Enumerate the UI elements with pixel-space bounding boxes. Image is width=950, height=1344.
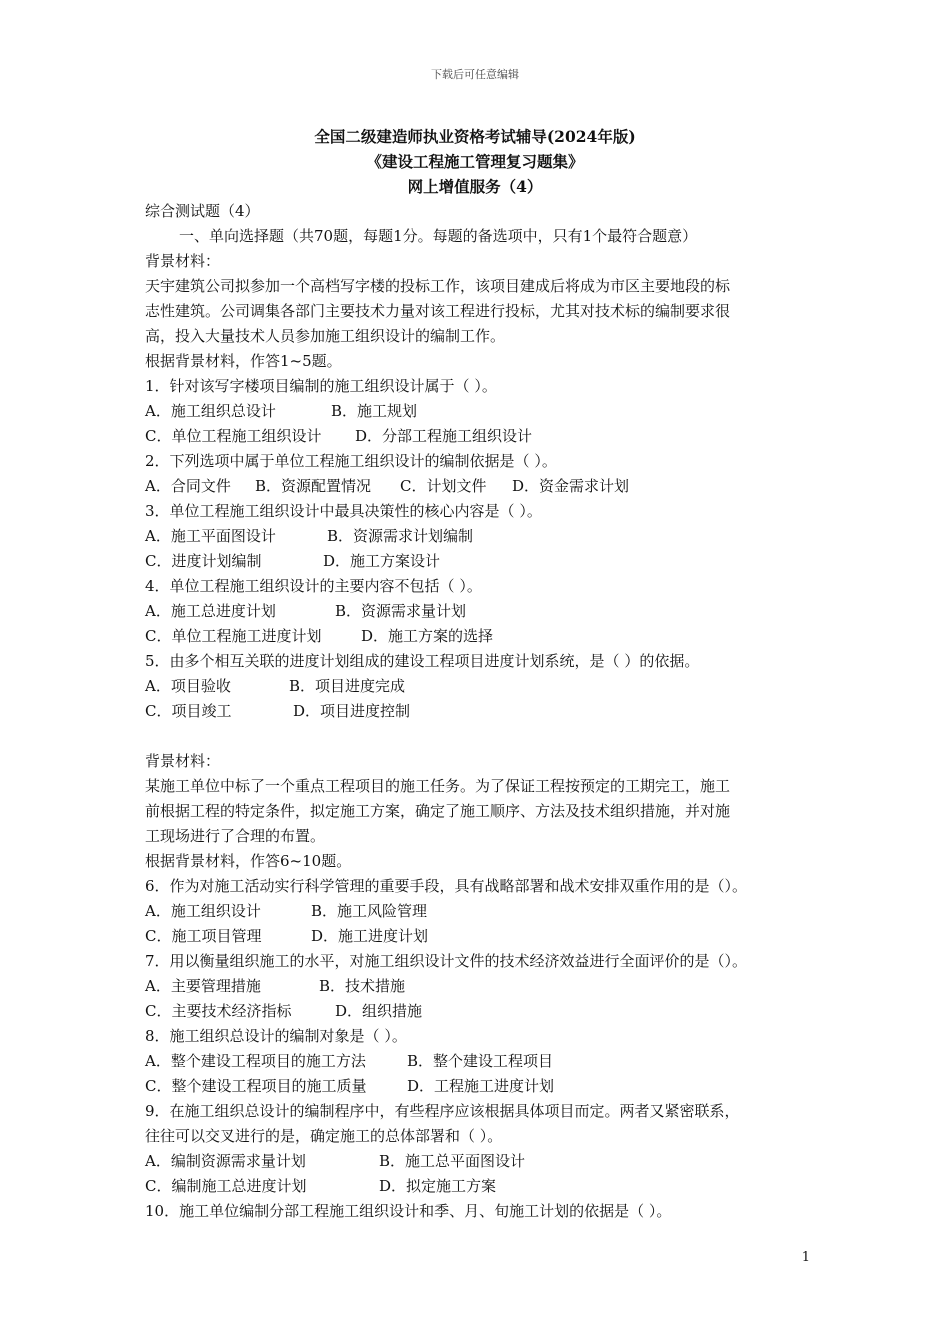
option-b: B．资源需求量计划: [335, 602, 467, 620]
option-c: C．进度计划编制: [145, 552, 262, 570]
option-b: B．施工总平面图设计: [379, 1152, 526, 1170]
instruction: 一、单向选择题（共70题，每题1分。每题的备选项中，只有1个最符合题意）: [179, 227, 698, 245]
options-row: [145, 924, 825, 949]
option-d: D．施工方案的选择: [361, 627, 494, 645]
option-a: A．施工总进度计划: [145, 602, 276, 620]
question-2: 2．下列选项中属于单位工程施工组织设计的编制依据是（ ）。: [145, 452, 557, 470]
question-4: 4．单位工程施工组织设计的主要内容不包括（ ）。: [145, 577, 482, 595]
question-9-continued: 往往可以交叉进行的是，确定施工的总体部署和（ ）。: [145, 1127, 503, 1145]
options-row: [145, 974, 825, 999]
question-7: 7．用以衡量组织施工的水平，对施工组织设计文件的技术经济效益进行全面评价的是（）。: [145, 952, 748, 970]
options-row: [145, 699, 825, 724]
option-a: A．施工平面图设计: [145, 527, 276, 545]
option-d: D．分部工程施工组织设计: [355, 427, 533, 445]
options-row: [145, 674, 825, 699]
page-header: 下载后可任意编辑: [431, 68, 519, 81]
title-line-1: 全国二级建造师执业资格考试辅导(2024年版): [314, 127, 636, 146]
option-c: C．编制施工总进度计划: [145, 1177, 307, 1195]
option-d: D．组织措施: [335, 1002, 423, 1020]
background-text: 高，投入大量技术人员参加施工组织设计的编制工作。: [145, 327, 506, 345]
option-c: C．单位工程施工组织设计: [145, 427, 322, 445]
document-title-block: [0, 124, 950, 199]
options-row: [145, 474, 825, 499]
option-b: B．资源需求计划编制: [327, 527, 474, 545]
background-text: 前根据工程的特定条件，拟定施工方案，确定了施工顺序、方法及技术组织措施，并对施: [145, 802, 731, 820]
options-row: [145, 1074, 825, 1099]
option-b: B．施工风险管理: [311, 902, 428, 920]
option-d: D．资金需求计划: [512, 477, 630, 495]
section-title: 综合测试题（4）: [145, 202, 260, 220]
options-row: [145, 399, 825, 424]
blank-line: [145, 724, 825, 749]
options-row: [145, 549, 825, 574]
option-b: B．技术措施: [319, 977, 406, 995]
option-a: A．施工组织设计: [145, 902, 261, 920]
background-text: 天宇建筑公司拟参加一个高档写字楼的投标工作，该项目建成后将成为市区主要地段的标: [145, 277, 731, 295]
option-b: B．施工规划: [331, 402, 418, 420]
option-d: D．项目进度控制: [293, 702, 411, 720]
option-d: D．拟定施工方案: [379, 1177, 497, 1195]
options-row: [145, 1174, 825, 1199]
option-c: C．整个建设工程项目的施工质量: [145, 1077, 367, 1095]
question-8: 8．施工组织总设计的编制对象是（ ）。: [145, 1027, 407, 1045]
options-row: [145, 424, 825, 449]
question-6: 6．作为对施工活动实行科学管理的重要手段，具有战略部署和战术安排双重作用的是（）。: [145, 877, 748, 895]
document-body: [145, 199, 825, 1224]
question-5: 5．由多个相互关联的进度计划组成的建设工程项目进度计划系统，是（ ）的依据。: [145, 652, 700, 670]
option-c: C．主要技术经济指标: [145, 1002, 292, 1020]
options-row: [145, 899, 825, 924]
option-d: D．施工方案设计: [323, 552, 441, 570]
background-label: 背景材料：: [145, 252, 221, 270]
options-row: [145, 1049, 825, 1074]
background-text: 志性建筑。公司调集各部门主要技术力量对该工程进行投标，尤其对技术标的编制要求很: [145, 302, 731, 320]
background-text: 工现场进行了合理的布置。: [145, 827, 326, 845]
background-label: 背景材料：: [145, 752, 221, 770]
question-9: 9．在施工组织总设计的编制程序中，有些程序应该根据具体项目而定。两者又紧密联系，: [145, 1102, 740, 1120]
page-number: 1: [801, 1250, 810, 1265]
background-prompt: 根据背景材料，作答1~5题。: [145, 352, 342, 370]
question-3: 3．单位工程施工组织设计中最具决策性的核心内容是（ ）。: [145, 502, 542, 520]
option-c: C．项目竣工: [145, 702, 232, 720]
option-a: A．项目验收: [145, 677, 231, 695]
options-row: [145, 1149, 825, 1174]
options-row: [145, 599, 825, 624]
option-b: B．项目进度完成: [289, 677, 406, 695]
option-c: C．计划文件: [400, 477, 487, 495]
title-line-3: 网上增值服务（4）: [407, 177, 543, 196]
title-line-2: 《建设工程施工管理复习题集》: [366, 152, 584, 171]
option-c: C．单位工程施工进度计划: [145, 627, 322, 645]
option-a: A．整个建设工程项目的施工方法: [145, 1052, 366, 1070]
option-c: C．施工项目管理: [145, 927, 262, 945]
option-b: B．资源配置情况: [255, 477, 372, 495]
options-row: [145, 624, 825, 649]
option-a: A．合同文件: [145, 477, 231, 495]
option-d: D．工程施工进度计划: [407, 1077, 555, 1095]
background-text: 某施工单位中标了一个重点工程项目的施工任务。为了保证工程按预定的工期完工，施工: [145, 777, 731, 795]
option-a: A．主要管理措施: [145, 977, 261, 995]
options-row: [145, 999, 825, 1024]
option-b: B．整个建设工程项目: [407, 1052, 554, 1070]
background-prompt: 根据背景材料，作答6~10题。: [145, 852, 352, 870]
question-10: 10．施工单位编制分部工程施工组织设计和季、月、旬施工计划的依据是（ ）。: [145, 1202, 672, 1220]
option-d: D．施工进度计划: [311, 927, 429, 945]
options-row: [145, 524, 825, 549]
option-a: A．编制资源需求量计划: [145, 1152, 306, 1170]
question-1: 1．针对该写字楼项目编制的施工组织设计属于（ ）。: [145, 377, 497, 395]
option-a: A．施工组织总设计: [145, 402, 276, 420]
